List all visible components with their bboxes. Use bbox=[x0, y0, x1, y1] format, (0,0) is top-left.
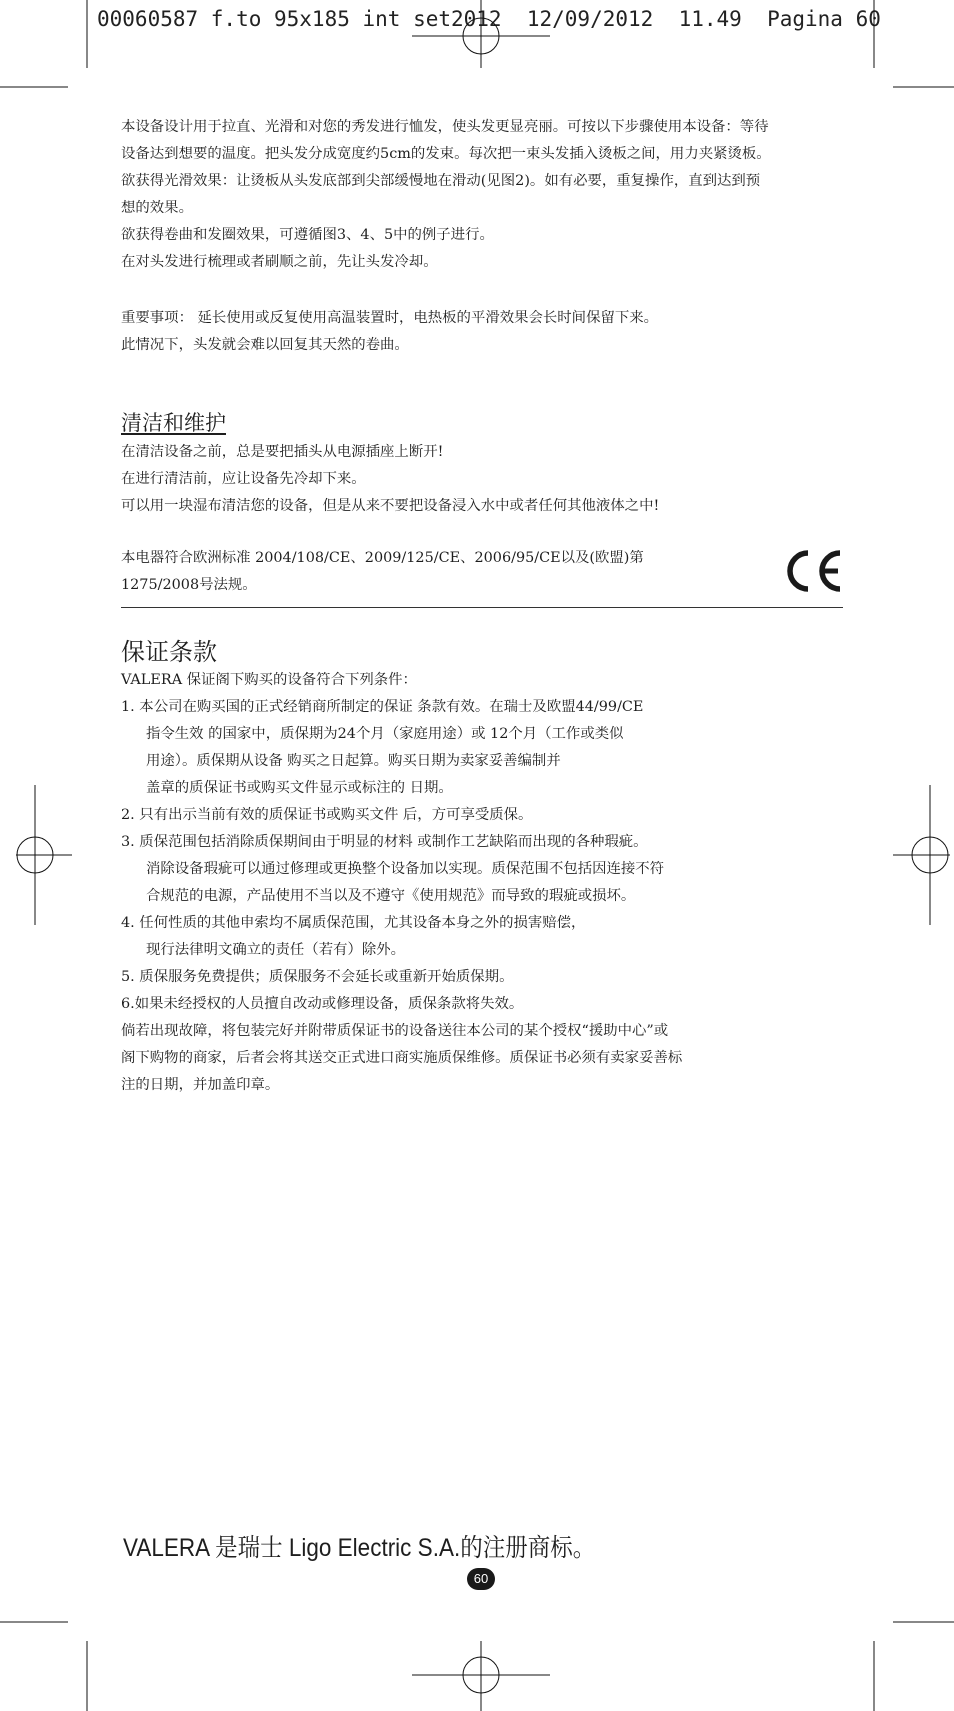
text-line: 在对头发进行梳理或者刷顺之前，先让头发冷却。 bbox=[121, 254, 438, 270]
text-line: 欲获得卷曲和发圈效果，可遵循图3、4、5中的例子进行。 bbox=[121, 227, 494, 243]
compliance-paragraph bbox=[121, 545, 721, 599]
text-line: 现行法律明文确立的责任（若有）除外。 bbox=[146, 942, 406, 958]
print-slug-line: 00060587 f.to 95x185 int set2012 12/09/2012 11.49 Pagina 60 bbox=[97, 7, 881, 31]
text-line: 设备达到想要的温度。把头发分成宽度约5cm的发束。每次把一束头发插入烫板之间，用力夹紧烫板。 bbox=[121, 146, 771, 162]
warranty-heading: 保证条款 bbox=[121, 638, 217, 666]
cleaning-paragraph bbox=[121, 439, 846, 520]
section-divider bbox=[121, 607, 843, 608]
text-line: 2. 只有出示当前有效的质保证书或购买文件 后，方可享受质保。 bbox=[121, 807, 533, 823]
text-line: 想的效果。 bbox=[121, 200, 193, 216]
text-line: 4. 任何性质的其他申索均不属质保范围，尤其设备本身之外的损害赔偿， bbox=[121, 915, 586, 931]
text-line: 指令生效 的国家中，质保期为24个月（家庭用途）或 12个月（工作或类似 bbox=[146, 726, 624, 742]
text-line: 盖章的质保证书或购买文件显示或标注的 日期。 bbox=[146, 780, 453, 796]
text-line: 此情况下，头发就会难以回复其天然的卷曲。 bbox=[121, 337, 409, 353]
trademark-notice: VALERA 是瑞士 Ligo Electric S.A.的注册商标。 bbox=[123, 1534, 596, 1562]
text-line: 欲获得光滑效果：让烫板从头发底部到尖部缓慢地在滑动(见图2)。如有必要，重复操作，直到达到预 bbox=[121, 173, 761, 189]
text-line: 5. 质保服务免费提供；质保服务不会延长或重新开始质保期。 bbox=[121, 969, 514, 985]
warranty-paragraph bbox=[121, 667, 846, 1099]
text-line: 在进行清洁前，应让设备先冷却下来。 bbox=[121, 471, 366, 487]
text-line: 注的日期，并加盖印章。 bbox=[121, 1077, 280, 1093]
text-line: 倘若出现故障，将包装完好并附带质保证书的设备送往本公司的某个授权“援助中心”或 bbox=[121, 1023, 669, 1039]
text-line: 合规范的电源，产品使用不当以及不遵守《使用规范》而导致的瑕疵或损坏。 bbox=[146, 888, 636, 904]
text-line: 阁下购物的商家，后者会将其送交正式进口商实施质保维修。质保证书必须有卖家妥善标 bbox=[121, 1050, 683, 1066]
text-line: 1. 本公司在购买国的正式经销商所制定的保证 条款有效。在瑞士及欧盟44/99/CE bbox=[121, 699, 644, 715]
text-line: 3. 质保范围包括消除质保期间由于明显的材料 或制作工艺缺陷而出现的各种瑕疵。 bbox=[121, 834, 648, 850]
text-line: 在清洁设备之前，总是要把插头从电源插座上断开! bbox=[121, 444, 444, 460]
text-line: 可以用一块湿布清洁您的设备，但是从来不要把设备浸入水中或者任何其他液体之中! bbox=[121, 498, 660, 514]
text-line: 1275/2008号法规。 bbox=[121, 577, 257, 593]
cleaning-heading: 清洁和维护 bbox=[121, 411, 226, 435]
text-line: 本电器符合欧洲标准 2004/108/CE、2009/125/CE、2006/95/CE以及(欧盟)第 bbox=[121, 550, 644, 566]
text-line: VALERA 保证阁下购买的设备符合下列条件： bbox=[121, 672, 417, 688]
text-line: 本设备设计用于拉直、光滑和对您的秀发进行恤发，使头发更显亮丽。可按以下步骤使用本设备：等待 bbox=[121, 119, 769, 135]
important-note bbox=[121, 305, 846, 359]
intro-paragraph bbox=[121, 114, 846, 276]
ce-mark-icon bbox=[782, 548, 844, 594]
text-line: 重要事项： 延长使用或反复使用高温装置时，电热板的平滑效果会长时间保留下来。 bbox=[121, 310, 659, 326]
page-number-badge: 60 bbox=[467, 1568, 495, 1590]
text-line: 用途）。质保期从设备 购买之日起算。购买日期为卖家妥善编制并 bbox=[146, 753, 561, 769]
text-line: 6.如果未经授权的人员擅自改动或修理设备，质保条款将失效。 bbox=[121, 996, 524, 1012]
text-line: 消除设备瑕疵可以通过修理或更换整个设备加以实现。质保范围不包括因连接不符 bbox=[146, 861, 665, 877]
